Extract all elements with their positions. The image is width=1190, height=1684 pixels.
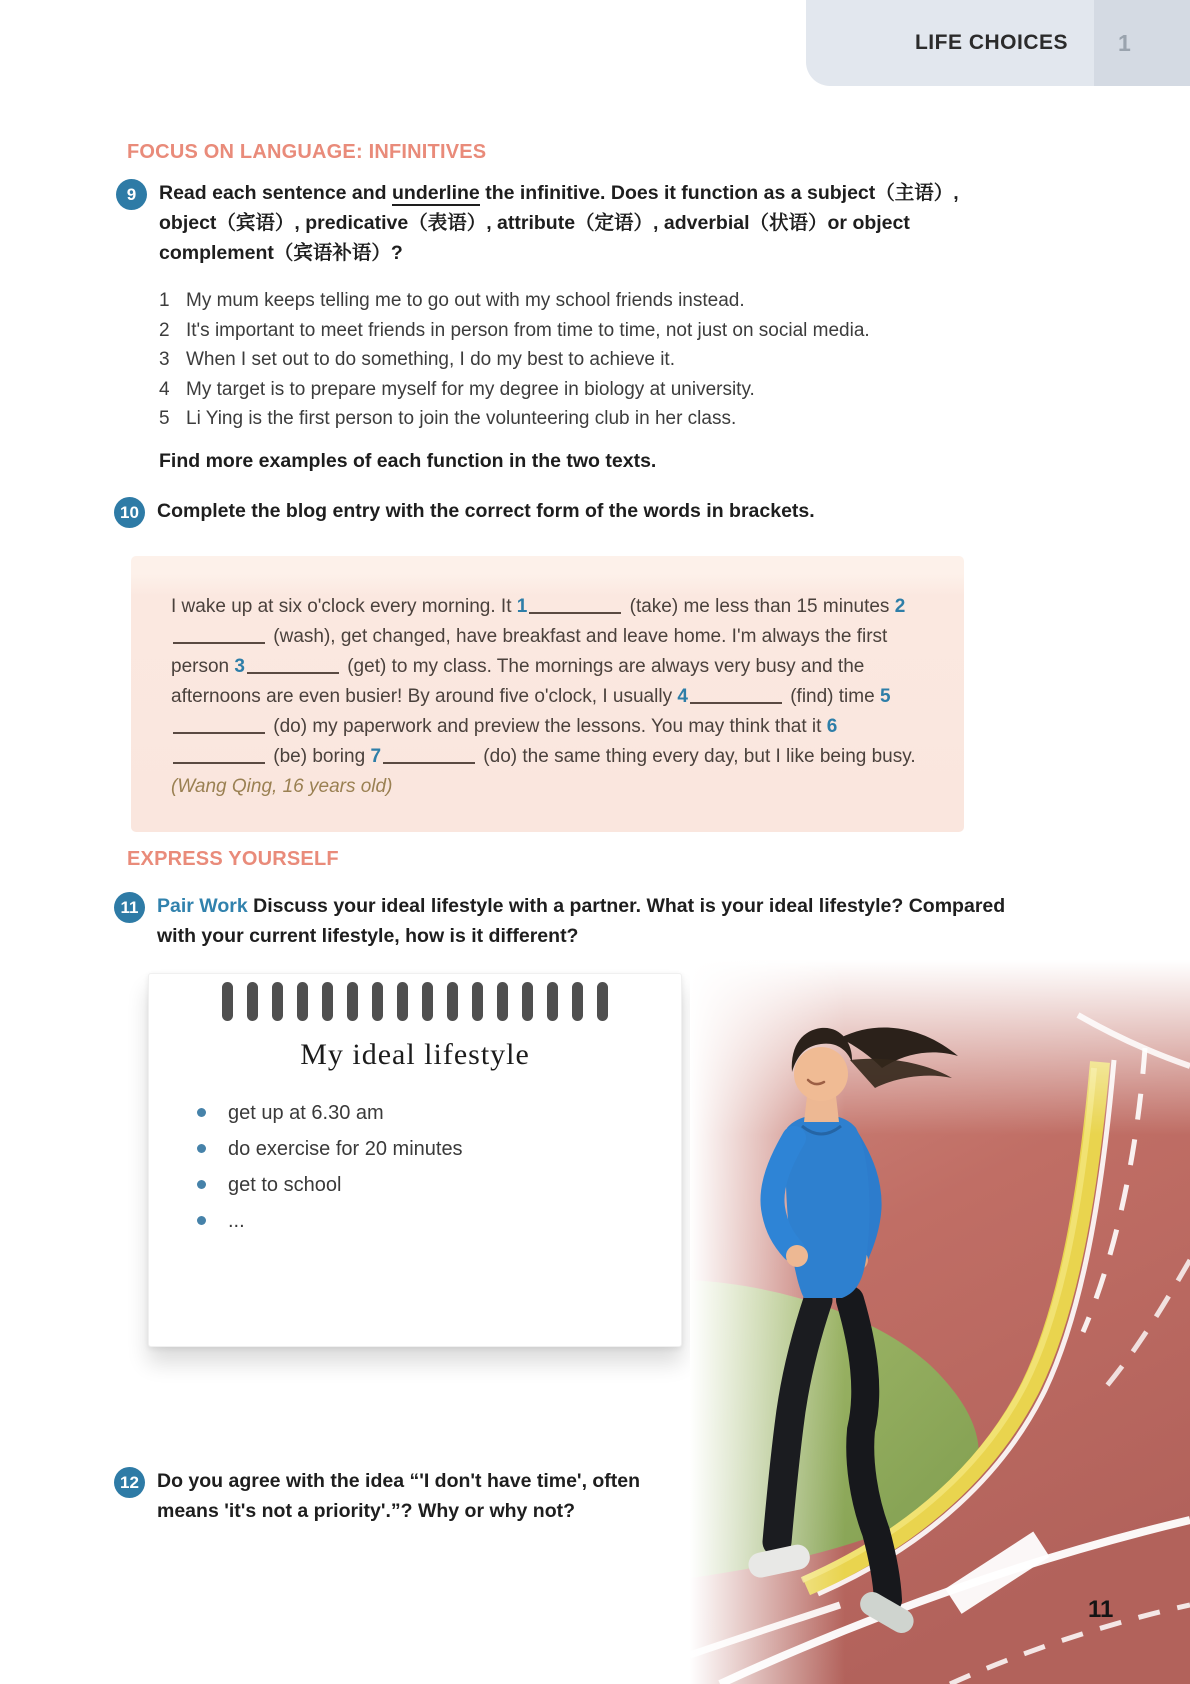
notepad-item [197,1170,681,1200]
underlined-word: underline [392,182,480,204]
notepad-card [148,973,682,1347]
bullet-dot-icon [197,1144,206,1153]
sentence-list [159,286,1002,434]
exercise-12 [114,1466,694,1526]
blank-line [247,660,339,674]
blank-number: 1 [516,596,528,617]
blank-number: 4 [677,686,688,707]
notepad-list [197,1098,681,1236]
runner-photo-svg [690,960,1190,1684]
notepad-item-text: ... [228,1210,245,1232]
sentence-item [159,286,1002,316]
spiral-ring-icon [222,982,233,1021]
exercise-11 [114,891,1014,951]
blank-number: 5 [879,686,891,707]
exercise-9-instruction [159,178,1002,268]
blank-line [173,630,265,644]
notepad-item-text: get to school [228,1174,342,1196]
exercise-9 [116,178,1002,473]
spiral-ring-icon [297,982,308,1021]
blank-number: 2 [894,596,906,617]
blog-text-segment: (wash), get changed, have breakfast and leave home. I'm always the first person [171,626,888,677]
notepad-item-text: get up at 6.30 am [228,1102,384,1124]
blank-line [173,750,265,764]
sentence-item [159,375,1002,405]
exercise-10-number-badge: 10 [114,497,145,528]
sentence-number: 5 [159,408,170,429]
bullet-dot-icon [197,1108,206,1117]
spiral-ring-icon [547,982,558,1021]
runner-photo-illustration [690,960,1190,1684]
sentence-item [159,316,1002,346]
blog-paragraph [171,592,924,802]
sentence-text: It's important to meet friends in person from time to time, not just on social media. [186,319,870,341]
blog-text-segment: (take) me less than 15 minutes [624,596,895,617]
blog-attribution: (Wang Qing, 16 years old) [171,776,393,797]
spiral-ring-icon [322,982,333,1021]
notepad-title: My ideal lifestyle [300,1038,530,1071]
bullet-dot-icon [197,1180,206,1189]
blog-text-segment: (find) time [784,686,880,707]
spiral-ring-icon [397,982,408,1021]
spiral-ring-icon [372,982,383,1021]
sentence-text: My target is to prepare myself for my degree in biology at university. [186,378,755,400]
blank-line [529,600,621,614]
blog-text-segment: I wake up at six o'clock every morning. It [171,596,517,617]
runner-front-fist [786,1245,808,1267]
blank-line [690,690,782,704]
runner-head [794,1047,848,1101]
spiral-ring-icon [247,982,258,1021]
unit-number: 1 [1118,29,1131,56]
sentence-text: When I set out to do something, I do my best to achieve it. [186,349,675,370]
exercise-9-number-badge: 9 [116,179,147,210]
exercise-10-instruction: Complete the blog entry with the correct form of the words in brackets. [157,500,815,522]
spiral-ring-icon [522,982,533,1021]
notepad-item [197,1098,681,1128]
express-yourself-heading: EXPRESS YOURSELF [127,848,339,870]
sentence-number: 2 [159,319,170,341]
spiral-ring-icon [347,982,358,1021]
spiral-ring-icon [497,982,508,1021]
exercise-11-instruction [157,891,1014,951]
page-number: 11 [1088,1596,1114,1623]
exercise-10 [114,496,1014,528]
unit-header-tab [806,0,1190,86]
blog-text-segment: (do) my paperwork and preview the lessons. You may think that it [268,716,827,737]
blog-text-segment: (get) to my class. The mornings are always very busy and the afternoons are even busier! By around five o'clock, I usually [171,656,865,707]
spiral-binding [222,982,608,1021]
spiral-ring-icon [572,982,583,1021]
blog-entry-box [131,556,964,832]
sentence-text: Li Ying is the first person to join the volunteering club in her class. [186,408,737,429]
unit-number-box [1094,0,1190,86]
blank-number: 7 [370,746,382,767]
exercise-9-followup: Find more examples of each function in the two texts. [159,449,657,472]
spiral-ring-icon [422,982,433,1021]
sentence-item [159,345,1002,375]
spiral-ring-icon [472,982,483,1021]
unit-title: LIFE CHOICES [914,31,1068,54]
spiral-ring-icon [447,982,458,1021]
notepad-item [197,1206,681,1236]
blog-text-segment: (be) boring [268,746,371,767]
blank-number: 3 [234,656,245,677]
exercise-12-instruction: Do you agree with the idea “'I don't have time', often means 'it's not a priority'.”? Why or why not? [157,1470,641,1522]
sentence-number: 3 [159,349,170,370]
spiral-ring-icon [272,982,283,1021]
notepad-item [197,1134,681,1164]
sentence-text: My mum keeps telling me to go out with my school friends instead. [186,290,745,311]
exercise-12-number-badge: 12 [114,1467,145,1498]
pair-work-tag: Pair Work [157,895,248,917]
blank-line [383,750,475,764]
sentence-number: 1 [159,290,170,311]
focus-on-language-heading: FOCUS ON LANGUAGE: INFINITIVES [127,141,487,163]
instruction-text: Discuss your ideal lifestyle with a partner. What is your ideal lifestyle? Compared with your current lifestyle, how is it different? [157,895,1006,947]
sentence-item [159,404,1002,434]
blank-number: 6 [826,716,838,737]
spiral-ring-icon [597,982,608,1021]
blank-line [173,720,265,734]
blog-text-segment: (do) the same thing every day, but I like being busy. [478,746,916,767]
notepad-item-text: do exercise for 20 minutes [228,1138,463,1160]
sentence-number: 4 [159,378,170,400]
exercise-11-number-badge: 11 [114,892,145,923]
instruction-text: the infinitive. Does it function as a subject（主语）, object（宾语）, predicative（表语）, attribute（定语）, adverbial（状语）or object complement（宾语补语）? [159,182,959,264]
instruction-text: Read each sentence and [159,182,393,204]
bullet-dot-icon [197,1216,206,1225]
